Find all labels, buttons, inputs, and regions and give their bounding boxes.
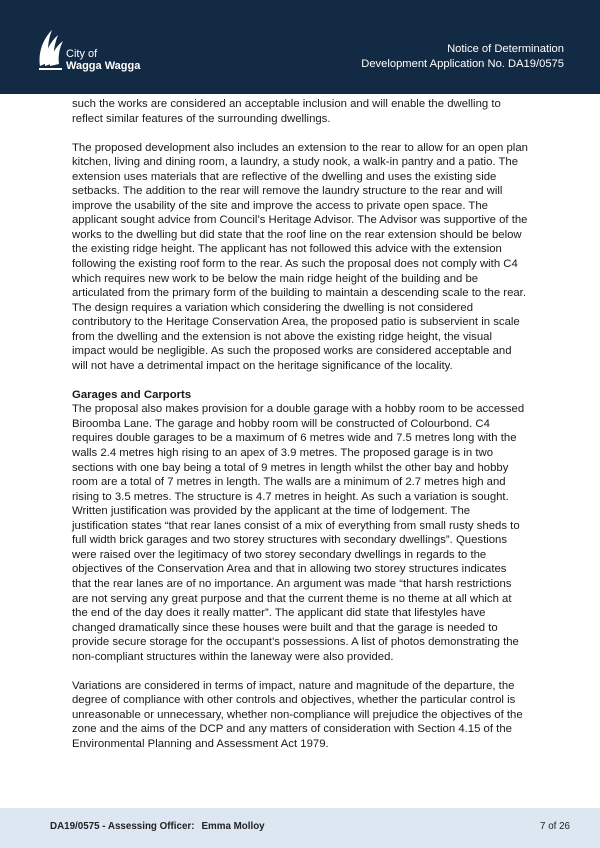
paragraph-1: such the works are considered an acceptable inclusion and will enable the dwelling to reflect similar features of the surrounding dwellings. bbox=[72, 98, 501, 125]
footer-officer-info bbox=[50, 821, 265, 832]
logo-wordmark bbox=[66, 48, 140, 72]
document-body bbox=[72, 97, 528, 751]
notice-title: Notice of Determination bbox=[447, 43, 564, 55]
section-heading-garages: Garages and Carports bbox=[72, 388, 192, 401]
logo-line1: City of bbox=[66, 48, 98, 60]
paragraph-4: Variations are considered in terms of impact, nature and magnitude of the departure, the degree of compliance with other controls and objectives, whether the particular control is unreasonable or unnecessary, whether non-compliance will prejudice the objectives of the zone and the aims of the DCP and any matters of consideration with Section 4.15 of the Environmental Planning and Assessment Act 1979. bbox=[72, 679, 523, 750]
page-header bbox=[0, 0, 600, 94]
crow-emblem-icon bbox=[36, 26, 66, 70]
logo-line2: Wagga Wagga bbox=[66, 60, 141, 72]
page-footer bbox=[0, 808, 600, 848]
paragraph-2: The proposed development also includes an extension to the rear to allow for an open plan kitchen, living and dining room, a laundry, a study nook, a walk-in pantry and a patio. The extension uses materials that are reflective of the dwelling and uses the existing side setbacks. The addition to the rear will remove the laundry structure to the rear and will improve the usability of the site and improve the access to private open space. The applicant sought advice from Council’s Heritage Advisor. The Advisor was supportive of the works to the dwelling but did state that the roof line on the rear extension should be below the existing ridge height. The applicant has not followed this advice with the extension following the existing roof form to the rear. As such the proposal does not comply with C4 which requires new work to be below the main ridge height of the building and be articulated from the primary form of the building to maintain a descending scale to the rear. The design requires a variation which considering the dwelling is not considered contributory to the Heritage Conservation Area, the proposed patio is subservient in scale from the dwelling and the extension is not above the existing ridge height, the visual impact would be negligible. As such the proposed works are considered acceptable and will not have a detrimental impact on the heritage significance of the locality. bbox=[72, 141, 528, 372]
council-logo bbox=[36, 26, 146, 74]
footer-reference: DA19/0575 - Assessing Officer: bbox=[50, 821, 195, 832]
page-number: 7 of 26 bbox=[540, 821, 570, 832]
paragraph-3: The proposal also makes provision for a double garage with a hobby room to be accessed Biroomba Lane. The garage and hobby room will be constructed of Colourbond. C4 requires double garages to be a maximum of 6 metres wide and 7.5 metres long with the walls 2.4 metres high rising to an apex of 3.9 metres. The proposed garage is in two sections with one bay being a total of 9 metres in length whilst the other bay and hobby room are a total of 7 metres in length. The walls are a minimum of 2.7 metres high and rising to 3.5 metres. The structure is 4.7 metres in height. As such a variation is sought. Written justification was provided by the applicant at the time of lodgement. The justification states “that rear lanes consist of a mix of everything from small rusty sheds to full width brick garages and two storey structures with secondary dwellings”. Questions were raised over the legitimacy of two storey secondary dwellings in regards to the objectives of the Conservation Area and that in allowing two storey structures indicates that the rear lanes are of no importance. An argument was made “that harsh restrictions are not serving any great purpose and that the current theme is no theme at all which at the end of the day does it really matter”. The applicant did state that lifestyles have changed dramatically since these houses were built and that the garage is needed to provide secure storage for the occupant’s possessions. A list of photos demonstrating the non-compliant structures within the laneway were also provided. bbox=[72, 403, 525, 663]
footer-officer-name: Emma Molloy bbox=[201, 821, 265, 832]
document-title bbox=[361, 42, 564, 72]
application-number: Development Application No. DA19/0575 bbox=[361, 58, 564, 70]
